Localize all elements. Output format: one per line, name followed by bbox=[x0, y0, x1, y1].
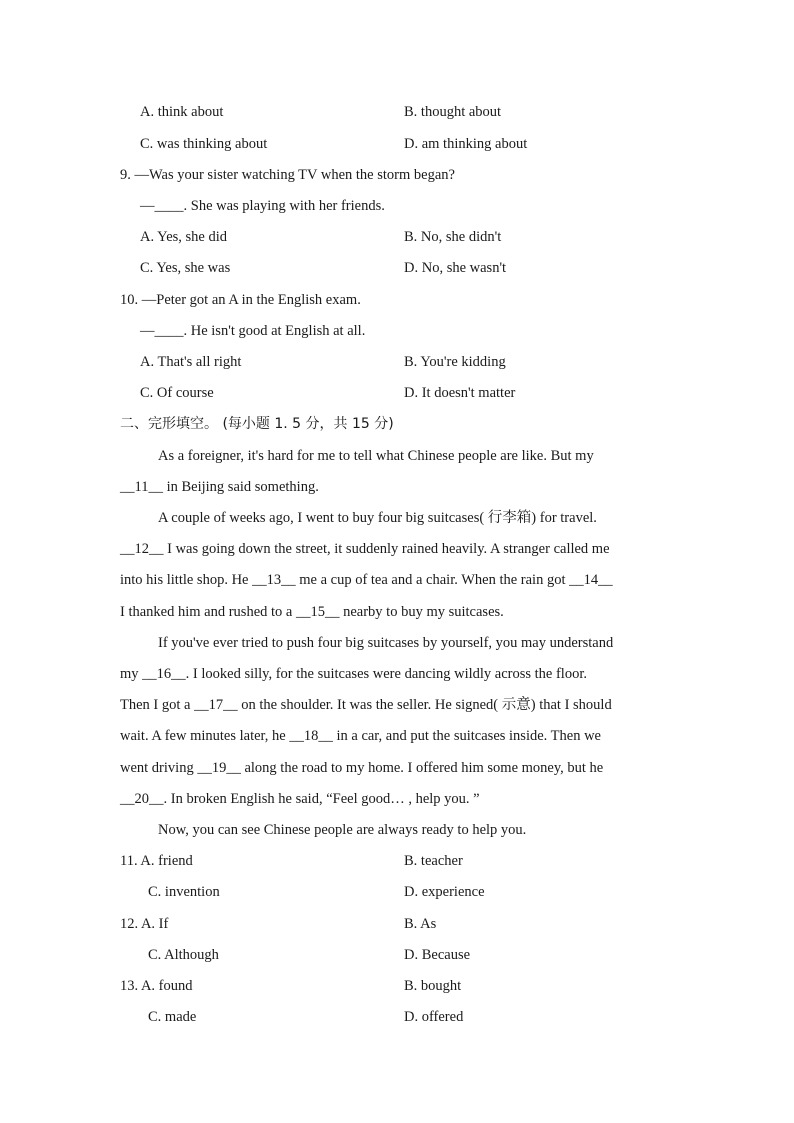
section-heading: 二、完形填空。 (每小题 1. 5 分，共 15 分) bbox=[120, 416, 394, 432]
q13-row-cd bbox=[120, 1006, 680, 1028]
q8-option-a: A. think about bbox=[140, 104, 224, 120]
q11-option-a: 11. A. friend bbox=[120, 853, 193, 869]
q9-option-d: D. No, she wasn't bbox=[404, 260, 507, 276]
q13-option-b: B. bought bbox=[404, 978, 462, 994]
passage-line: Then I got a __17__ on the shoulder. It was the seller. He signed( 示意) that I should bbox=[120, 697, 612, 713]
passage-line: __11__ in Beijing said something. bbox=[120, 479, 319, 495]
q8-row-ab bbox=[140, 101, 700, 123]
q12-option-d: D. Because bbox=[404, 947, 471, 963]
q10-option-a: A. That's all right bbox=[140, 354, 242, 370]
q13-option-c: C. made bbox=[148, 1009, 197, 1025]
q9-stem: 9. —Was your sister watching TV when the storm began? bbox=[120, 167, 455, 183]
q8-option-c: C. was thinking about bbox=[140, 136, 268, 152]
q12-option-b: B. As bbox=[404, 916, 437, 932]
q8-row-cd bbox=[140, 133, 700, 155]
q10-row-ab bbox=[140, 351, 700, 373]
passage-line: __12__ I was going down the street, it suddenly rained heavily. A stranger called me bbox=[120, 541, 610, 557]
passage-line: wait. A few minutes later, he __18__ in a car, and put the suitcases inside. Then we bbox=[120, 728, 601, 744]
passage-line: __20__. In broken English he said, “Feel good… , help you. ” bbox=[120, 791, 480, 807]
passage-line: my __16__. I looked silly, for the suitcases were dancing wildly across the floor. bbox=[120, 666, 587, 682]
q13-option-d: D. offered bbox=[404, 1009, 464, 1025]
q11-option-c: C. invention bbox=[148, 884, 220, 900]
q9-option-a: A. Yes, she did bbox=[140, 229, 228, 245]
q11-row-ab bbox=[120, 850, 680, 872]
q10-reply: —____. He isn't good at English at all. bbox=[140, 323, 366, 339]
q12-row-ab bbox=[120, 913, 680, 935]
q11-option-d: D. experience bbox=[404, 884, 485, 900]
q10-row-cd bbox=[140, 382, 700, 404]
passage-line: I thanked him and rushed to a __15__ nearby to buy my suitcases. bbox=[120, 604, 504, 620]
q12-option-a: 12. A. If bbox=[120, 916, 169, 932]
passage-line: A couple of weeks ago, I went to buy four big suitcases( 行李箱) for travel. bbox=[158, 510, 597, 526]
passage-line: Now, you can see Chinese people are always ready to help you. bbox=[158, 822, 527, 838]
q12-row-cd bbox=[120, 944, 680, 966]
q10-option-b: B. You're kidding bbox=[404, 354, 506, 370]
q12-option-c: C. Although bbox=[148, 947, 219, 963]
q9-row-cd bbox=[140, 257, 700, 279]
q9-reply: —____. She was playing with her friends. bbox=[140, 198, 385, 214]
q9-option-c: C. Yes, she was bbox=[140, 260, 231, 276]
q13-row-ab bbox=[120, 975, 680, 997]
q10-option-d: D. It doesn't matter bbox=[404, 385, 516, 401]
q13-option-a: 13. A. found bbox=[120, 978, 193, 994]
q10-option-c: C. Of course bbox=[140, 385, 214, 401]
q11-row-cd bbox=[120, 881, 680, 903]
q8-option-b: B. thought about bbox=[404, 104, 502, 120]
passage-line: If you've ever tried to push four big suitcases by yourself, you may understand bbox=[158, 635, 614, 651]
q11-option-b: B. teacher bbox=[404, 853, 463, 869]
passage-line: went driving __19__ along the road to my home. I offered him some money, but he bbox=[120, 760, 604, 776]
q8-option-d: D. am thinking about bbox=[404, 136, 528, 152]
q10-stem: 10. —Peter got an A in the English exam. bbox=[120, 292, 361, 308]
q9-option-b: B. No, she didn't bbox=[404, 229, 502, 245]
q9-row-ab bbox=[140, 226, 700, 248]
passage-line: into his little shop. He __13__ me a cup of tea and a chair. When the rain got __14__ bbox=[120, 572, 613, 588]
passage-line: As a foreigner, it's hard for me to tell what Chinese people are like. But my bbox=[158, 448, 594, 464]
